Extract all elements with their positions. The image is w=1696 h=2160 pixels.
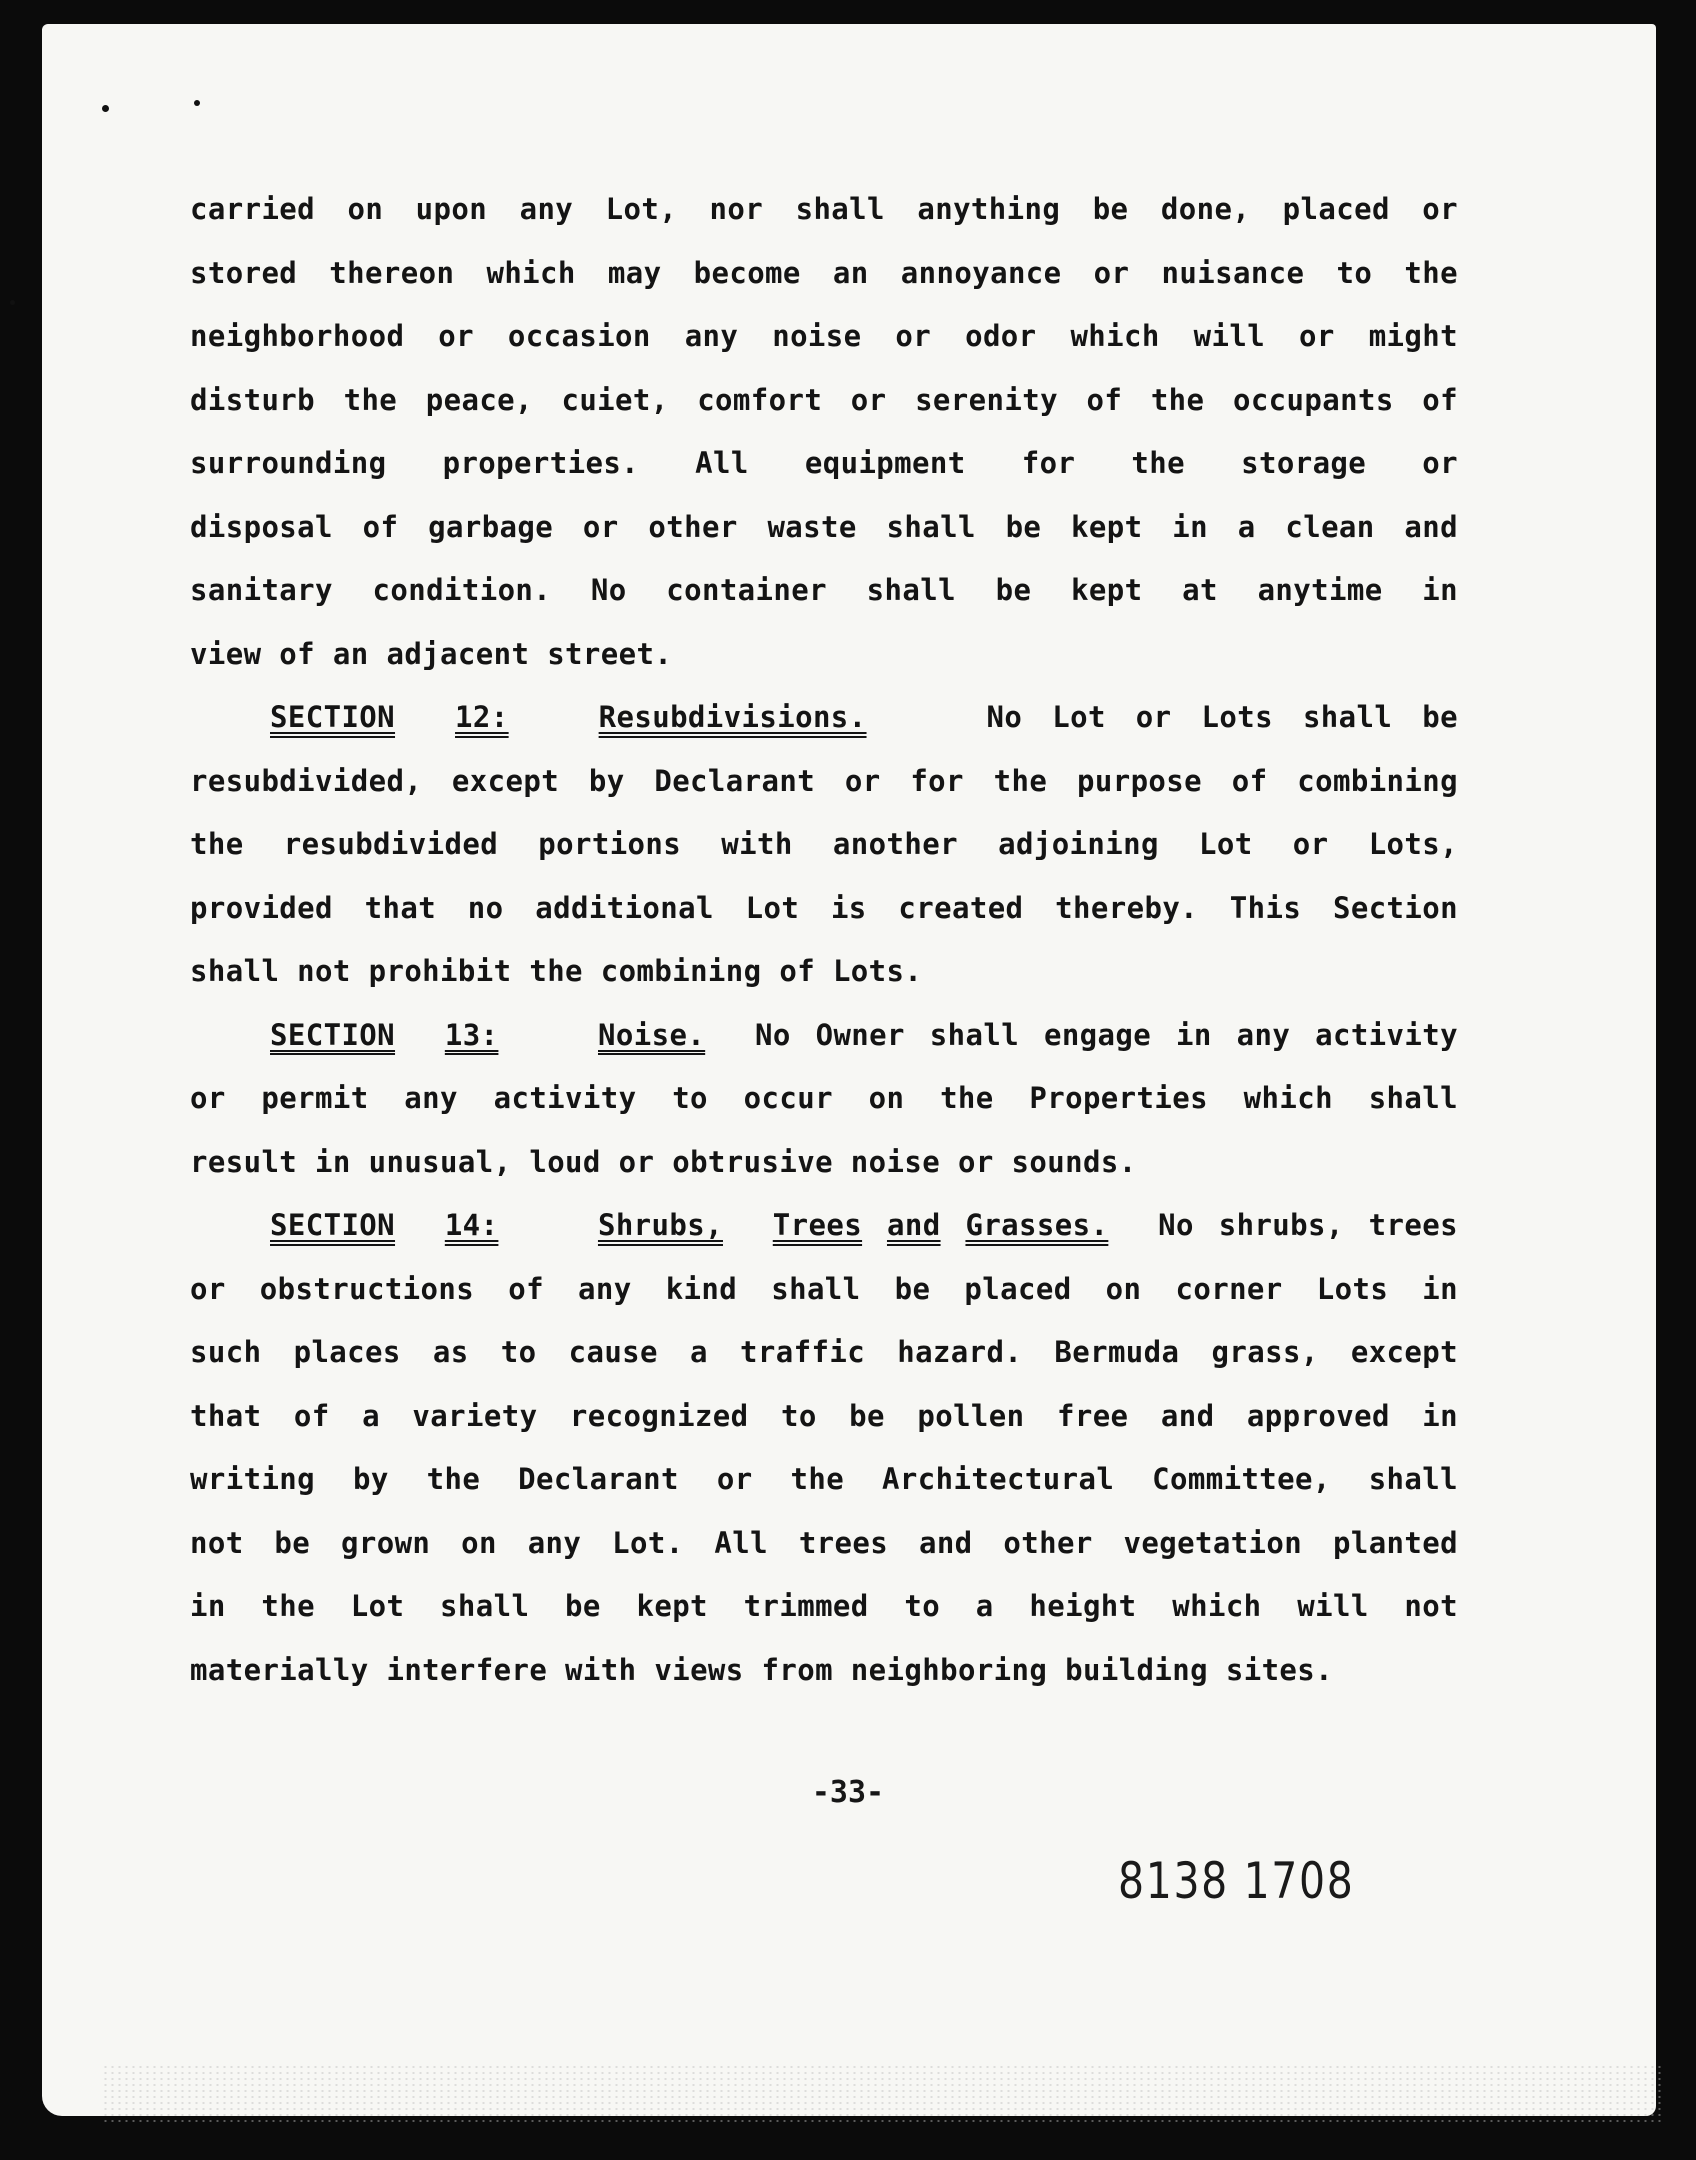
text-line: writing by the Declarant or the Architectural Committee, shall [190,1462,1458,1496]
document-body [190,178,1458,1702]
section-number: 14: [444,1208,499,1242]
section-title-part: Grasses. [965,1208,1109,1242]
section-title: Noise. [598,1017,706,1052]
scan-speck [102,105,109,112]
section-label: SECTION [270,700,396,734]
section-12-heading-line [190,686,1458,750]
section-label: SECTION [270,1208,396,1242]
section-label: SECTION [270,1017,396,1052]
section-number: 12: [455,700,509,734]
text-line: disturb the peace, cuiet, comfort or serenity of the occupants of [190,382,1458,417]
text-line: or obstructions of any kind shall be placed on corner Lots in [190,1271,1458,1306]
section-title-part: Shrubs, [597,1208,723,1242]
scan-noise [102,2064,1662,2124]
text-line: resubdivided, except by Declarant or for the purpose of combining [190,763,1458,798]
text-line: that of a variety recognized to be pollen free and approved in [190,1398,1458,1433]
text-line: such places as to cause a traffic hazard. Bermuda grass, except [190,1335,1458,1369]
section-text: No shrubs, trees [1158,1208,1458,1242]
text-line: sanitary condition. No container shall be kept at anytime in [190,573,1458,607]
scan-speck [10,300,15,305]
text-line: materially interfere with views from neighboring building sites. [190,1652,1334,1687]
text-line: provided that no additional Lot is created thereby. This Section [190,890,1458,925]
text-line: not be grown on any Lot. All trees and other vegetation planted [190,1525,1458,1560]
text-line: surrounding properties. All equipment for the storage or [190,446,1458,480]
text-line: or permit any activity to occur on the Properties which shall [190,1081,1458,1115]
text-line: result in unusual, loud or obtrusive noise or sounds. [190,1144,1137,1179]
text-line: carried on upon any Lot, nor shall anything be done, placed or [190,192,1458,226]
text-line: disposal of garbage or other waste shall be kept in a clean and [190,509,1458,544]
text-line: the resubdivided portions with another adjoining Lot or Lots, [190,827,1458,861]
section-14-heading-line [190,1194,1458,1258]
page-number: -33- [811,1775,885,1810]
document-stamp-number: 8138 1708 [1118,1852,1355,1910]
section-text: No Lot or Lots shall be [986,700,1458,734]
text-line: in the Lot shall be kept trimmed to a height which will not [190,1589,1458,1623]
section-title-part: Trees [772,1208,863,1242]
text-line: view of an adjacent street. [190,636,673,671]
section-title: Resubdivisions. [598,700,867,734]
section-text: No Owner shall engage in any activity [754,1017,1458,1052]
section-13-heading-line [190,1004,1458,1068]
section-number: 13: [444,1017,499,1052]
text-line: neighborhood or occasion any noise or odor which will or might [190,319,1458,353]
text-line: shall not prohibit the combining of Lots. [190,954,923,988]
text-line: stored thereon which may become an annoyance or nuisance to the [190,255,1458,290]
section-title-part: and [886,1208,941,1242]
scan-speck [194,100,200,106]
